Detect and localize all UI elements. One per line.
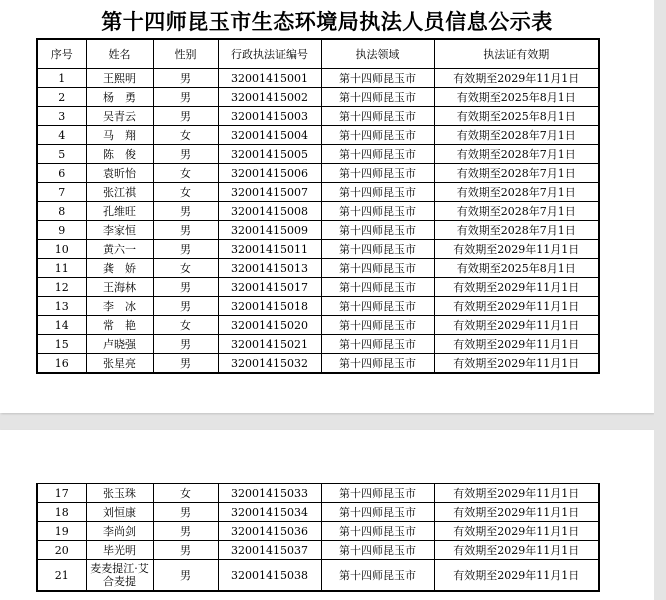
table-row — [37, 316, 599, 335]
cell-field: 第十四师昆玉市 — [321, 69, 434, 88]
cell-validity: 有效期至2029年11月1日 — [434, 316, 599, 335]
cell-validity: 有效期至2029年11月1日 — [434, 69, 599, 88]
staff-table-page-2 — [36, 483, 600, 592]
cell-name: 李尚剑 — [86, 522, 153, 541]
cell-validity: 有效期至2029年11月1日 — [434, 297, 599, 316]
cell-cert-number: 32001415013 — [218, 259, 321, 278]
cell-validity: 有效期至2028年7月1日 — [434, 202, 599, 221]
cell-field: 第十四师昆玉市 — [321, 541, 434, 560]
cell-field: 第十四师昆玉市 — [321, 259, 434, 278]
header-cert-number: 行政执法证编号 — [218, 39, 321, 69]
cell-no: 16 — [37, 354, 86, 374]
cell-cert-number: 32001415034 — [218, 503, 321, 522]
table-row — [37, 145, 599, 164]
cell-name: 张玉珠 — [86, 484, 153, 503]
cell-name: 马 翔 — [86, 126, 153, 145]
header-validity: 执法证有效期 — [434, 39, 599, 69]
cell-gender: 男 — [153, 69, 218, 88]
cell-no: 21 — [37, 560, 86, 592]
cell-name: 李 冰 — [86, 297, 153, 316]
cell-validity: 有效期至2025年8月1日 — [434, 88, 599, 107]
table-header-row — [37, 39, 599, 69]
page-title: 第十四师昆玉市生态环境局执法人员信息公示表 — [101, 9, 553, 34]
table-row — [37, 69, 599, 88]
cell-field: 第十四师昆玉市 — [321, 560, 434, 592]
cell-cert-number: 32001415004 — [218, 126, 321, 145]
cell-cert-number: 32001415020 — [218, 316, 321, 335]
cell-gender: 女 — [153, 259, 218, 278]
cell-gender: 男 — [153, 297, 218, 316]
table-row — [37, 107, 599, 126]
cell-name: 卢晓强 — [86, 335, 153, 354]
cell-gender: 男 — [153, 560, 218, 592]
cell-name: 袁昕怡 — [86, 164, 153, 183]
cell-field: 第十四师昆玉市 — [321, 503, 434, 522]
cell-no: 12 — [37, 278, 86, 297]
cell-gender: 男 — [153, 145, 218, 164]
cell-validity: 有效期至2029年11月1日 — [434, 541, 599, 560]
cell-no: 10 — [37, 240, 86, 259]
cell-name: 吴青云 — [86, 107, 153, 126]
cell-gender: 男 — [153, 503, 218, 522]
cell-cert-number: 32001415011 — [218, 240, 321, 259]
cell-gender: 男 — [153, 240, 218, 259]
header-field: 执法领域 — [321, 39, 434, 69]
cell-field: 第十四师昆玉市 — [321, 522, 434, 541]
cell-name: 陈 俊 — [86, 145, 153, 164]
cell-name: 张星亮 — [86, 354, 153, 374]
cell-field: 第十四师昆玉市 — [321, 221, 434, 240]
cell-gender: 男 — [153, 221, 218, 240]
cell-no: 5 — [37, 145, 86, 164]
cell-no: 18 — [37, 503, 86, 522]
cell-gender: 女 — [153, 164, 218, 183]
cell-name: 常 艳 — [86, 316, 153, 335]
cell-field: 第十四师昆玉市 — [321, 145, 434, 164]
cell-cert-number: 32001415021 — [218, 335, 321, 354]
table-row — [37, 541, 599, 560]
cell-validity: 有效期至2028年7月1日 — [434, 164, 599, 183]
viewer-edge — [654, 0, 666, 600]
cell-no: 11 — [37, 259, 86, 278]
cell-name: 王熙明 — [86, 69, 153, 88]
header-name: 姓名 — [86, 39, 153, 69]
cell-gender: 男 — [153, 522, 218, 541]
cell-cert-number: 32001415038 — [218, 560, 321, 592]
cell-validity: 有效期至2029年11月1日 — [434, 354, 599, 374]
cell-no: 3 — [37, 107, 86, 126]
cell-validity: 有效期至2029年11月1日 — [434, 503, 599, 522]
cell-cert-number: 32001415036 — [218, 522, 321, 541]
cell-validity: 有效期至2029年11月1日 — [434, 335, 599, 354]
cell-no: 19 — [37, 522, 86, 541]
cell-validity: 有效期至2028年7月1日 — [434, 221, 599, 240]
cell-no: 4 — [37, 126, 86, 145]
table-row — [37, 278, 599, 297]
cell-no: 20 — [37, 541, 86, 560]
cell-field: 第十四师昆玉市 — [321, 183, 434, 202]
cell-cert-number: 32001415001 — [218, 69, 321, 88]
cell-gender: 男 — [153, 335, 218, 354]
cell-no: 9 — [37, 221, 86, 240]
table-row — [37, 560, 599, 592]
cell-name: 王海林 — [86, 278, 153, 297]
cell-validity: 有效期至2029年11月1日 — [434, 484, 599, 503]
cell-cert-number: 32001415005 — [218, 145, 321, 164]
table-row — [37, 259, 599, 278]
cell-name: 李家恒 — [86, 221, 153, 240]
cell-gender: 女 — [153, 316, 218, 335]
cell-field: 第十四师昆玉市 — [321, 240, 434, 259]
cell-name: 黄六一 — [86, 240, 153, 259]
cell-cert-number: 32001415006 — [218, 164, 321, 183]
cell-cert-number: 32001415008 — [218, 202, 321, 221]
table-body-page-2 — [37, 484, 599, 592]
cell-cert-number: 32001415037 — [218, 541, 321, 560]
cell-gender: 女 — [153, 126, 218, 145]
cell-no: 1 — [37, 69, 86, 88]
cell-validity: 有效期至2025年8月1日 — [434, 259, 599, 278]
cell-no: 14 — [37, 316, 86, 335]
header-gender: 性别 — [153, 39, 218, 69]
cell-validity: 有效期至2028年7月1日 — [434, 183, 599, 202]
cell-name: 麦麦提江·艾合麦提 — [86, 560, 153, 592]
cell-gender: 男 — [153, 278, 218, 297]
cell-no: 8 — [37, 202, 86, 221]
cell-field: 第十四师昆玉市 — [321, 107, 434, 126]
cell-gender: 女 — [153, 484, 218, 503]
cell-field: 第十四师昆玉市 — [321, 88, 434, 107]
cell-gender: 男 — [153, 541, 218, 560]
cell-no: 2 — [37, 88, 86, 107]
cell-field: 第十四师昆玉市 — [321, 164, 434, 183]
table-row — [37, 522, 599, 541]
cell-field: 第十四师昆玉市 — [321, 335, 434, 354]
table-row — [37, 297, 599, 316]
document-page-2 — [0, 430, 654, 600]
cell-validity: 有效期至2025年8月1日 — [434, 107, 599, 126]
cell-name: 刘恒康 — [86, 503, 153, 522]
cell-no: 6 — [37, 164, 86, 183]
cell-gender: 男 — [153, 354, 218, 374]
cell-cert-number: 32001415018 — [218, 297, 321, 316]
cell-name: 毕光明 — [86, 541, 153, 560]
cell-gender: 男 — [153, 88, 218, 107]
cell-name: 龚 娇 — [86, 259, 153, 278]
cell-validity: 有效期至2029年11月1日 — [434, 278, 599, 297]
cell-name: 杨 勇 — [86, 88, 153, 107]
table-row — [37, 240, 599, 259]
cell-cert-number: 32001415032 — [218, 354, 321, 374]
table-row — [37, 202, 599, 221]
table-row — [37, 503, 599, 522]
cell-field: 第十四师昆玉市 — [321, 126, 434, 145]
staff-table-page-1 — [36, 38, 600, 374]
cell-validity: 有效期至2029年11月1日 — [434, 522, 599, 541]
cell-field: 第十四师昆玉市 — [321, 484, 434, 503]
table-row — [37, 126, 599, 145]
cell-gender: 男 — [153, 107, 218, 126]
cell-cert-number: 32001415007 — [218, 183, 321, 202]
cell-validity: 有效期至2029年11月1日 — [434, 240, 599, 259]
table-row — [37, 164, 599, 183]
cell-field: 第十四师昆玉市 — [321, 354, 434, 374]
cell-no: 13 — [37, 297, 86, 316]
cell-cert-number: 32001415003 — [218, 107, 321, 126]
cell-field: 第十四师昆玉市 — [321, 297, 434, 316]
cell-cert-number: 32001415033 — [218, 484, 321, 503]
cell-name: 张江祺 — [86, 183, 153, 202]
table-body-page-1 — [37, 69, 599, 374]
table-row — [37, 221, 599, 240]
cell-no: 15 — [37, 335, 86, 354]
cell-no: 7 — [37, 183, 86, 202]
table-row — [37, 88, 599, 107]
table-row — [37, 484, 599, 503]
cell-no: 17 — [37, 484, 86, 503]
cell-validity: 有效期至2028年7月1日 — [434, 145, 599, 164]
cell-validity: 有效期至2028年7月1日 — [434, 126, 599, 145]
table-row — [37, 183, 599, 202]
cell-validity: 有效期至2029年11月1日 — [434, 560, 599, 592]
cell-cert-number: 32001415017 — [218, 278, 321, 297]
table-row — [37, 354, 599, 374]
table-row — [37, 335, 599, 354]
header-no: 序号 — [37, 39, 86, 69]
cell-field: 第十四师昆玉市 — [321, 278, 434, 297]
cell-field: 第十四师昆玉市 — [321, 316, 434, 335]
cell-name: 孔维旺 — [86, 202, 153, 221]
cell-field: 第十四师昆玉市 — [321, 202, 434, 221]
cell-gender: 女 — [153, 183, 218, 202]
cell-gender: 男 — [153, 202, 218, 221]
cell-cert-number: 32001415009 — [218, 221, 321, 240]
cell-cert-number: 32001415002 — [218, 88, 321, 107]
